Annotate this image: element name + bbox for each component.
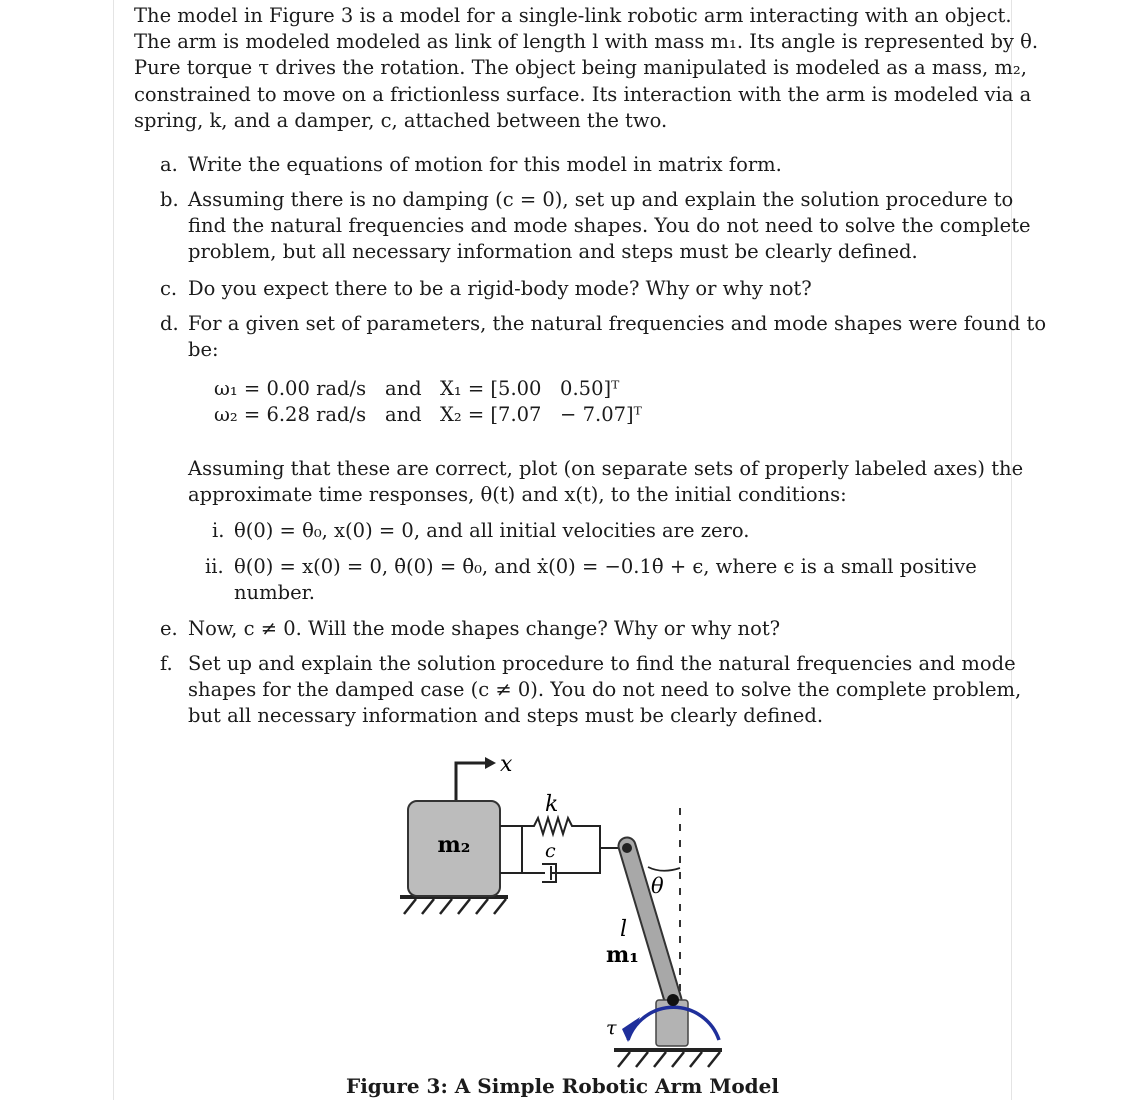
l-label: l	[620, 917, 628, 942]
subitem-label-i: i.	[212, 519, 225, 542]
damper-c	[542, 864, 566, 882]
item-c-text: Do you expect there to be a rigid-body mode? Why or why not?	[188, 277, 812, 300]
mode-1-and: and	[385, 377, 422, 400]
mode-2-frequency: ω₂ = 6.28 rad/s	[214, 403, 367, 426]
arm-link	[627, 846, 673, 1000]
item-e-text: Now, c ≠ 0. Will the mode shapes change? Why or why not?	[188, 617, 781, 640]
item-f-text: but all necessary information and steps must be clearly defined.	[188, 704, 824, 727]
subitem-label-ii: ii.	[205, 555, 224, 578]
item-d-text: For a given set of parameters, the natural frequencies and mode shapes were found to	[188, 312, 1047, 335]
subitem-ii-text: number.	[234, 581, 316, 604]
item-f-text: shapes for the damped case (c ≠ 0). You do not need to solve the complete problem,	[188, 678, 1022, 701]
item-f-text: Set up and explain the solution procedure to find the natural frequencies and mode	[188, 652, 1016, 675]
m2-label: m₂	[437, 832, 471, 858]
tau-label: τ	[606, 1017, 617, 1039]
x-label: x	[500, 752, 513, 777]
assume-text: approximate time responses, θ(t) and x(t), to the initial conditions:	[188, 483, 847, 506]
mode-2-and: and	[385, 403, 422, 426]
subitem-ii-text: θ(0) = x(0) = 0, θ̇(0) = θ̇₀, and ẋ(0) = −0.1θ̇ + ϵ, where ϵ is a small positive	[234, 555, 977, 578]
ground-hatch-arm	[614, 1050, 722, 1067]
item-label-a: a.	[160, 153, 178, 176]
k-label: k	[545, 792, 559, 817]
item-label-e: e.	[160, 617, 178, 640]
mode-2-shape: X₂ = [7.07 − 7.07]ᵀ	[440, 403, 642, 426]
intro-line: The arm is modeled modeled as link of length l with mass m₁. Its angle is represented by θ.	[134, 30, 1039, 53]
theta-arc	[648, 867, 680, 871]
item-label-f: f.	[160, 652, 173, 675]
torque-arrowhead	[622, 1017, 640, 1042]
pivot-pin	[667, 994, 679, 1006]
theta-label: θ	[651, 874, 664, 898]
m1-label: m₁	[606, 942, 639, 968]
mode-1-frequency: ω₁ = 0.00 rad/s	[214, 377, 367, 400]
spring-k	[522, 818, 582, 834]
c-label: c	[545, 840, 556, 862]
figure-caption: Figure 3: A Simple Robotic Arm Model	[346, 1074, 779, 1098]
mode-1-shape: X₁ = [5.00 0.50]ᵀ	[440, 377, 620, 400]
intro-line: spring, k, and a damper, c, attached between the two.	[134, 109, 668, 132]
item-b-text: problem, but all necessary information and steps must be clearly defined.	[188, 240, 918, 263]
intro-line: constrained to move on a frictionless surface. Its interaction with the arm is modeled via a	[134, 83, 1032, 106]
arm-tip-pin	[622, 843, 632, 853]
x-arrowhead	[485, 757, 496, 769]
item-d-text: be:	[188, 338, 219, 361]
ground-hatch-m2	[400, 897, 508, 914]
item-b-text: Assuming there is no damping (c = 0), set up and explain the solution procedure to	[188, 188, 1014, 211]
intro-line: Pure torque τ drives the rotation. The object being manipulated is modeled as a mass, m₂,	[134, 56, 1027, 79]
coupling-left-bracket	[500, 826, 545, 873]
x-coordinate-arrow	[456, 763, 490, 801]
item-b-text: find the natural frequencies and mode shapes. You do not need to solve the complete	[188, 214, 1031, 237]
coupling-right-bracket	[566, 826, 626, 873]
assume-text: Assuming that these are correct, plot (on separate sets of properly labeled axes) the	[188, 457, 1024, 480]
subitem-i-text: θ(0) = θ₀, x(0) = 0, and all initial velocities are zero.	[234, 519, 750, 542]
item-label-b: b.	[160, 188, 179, 211]
item-label-c: c.	[160, 277, 178, 300]
intro-line: The model in Figure 3 is a model for a single-link robotic arm interacting with an object.	[134, 4, 1012, 27]
item-label-d: d.	[160, 312, 179, 335]
item-a-text: Write the equations of motion for this model in matrix form.	[188, 153, 782, 176]
